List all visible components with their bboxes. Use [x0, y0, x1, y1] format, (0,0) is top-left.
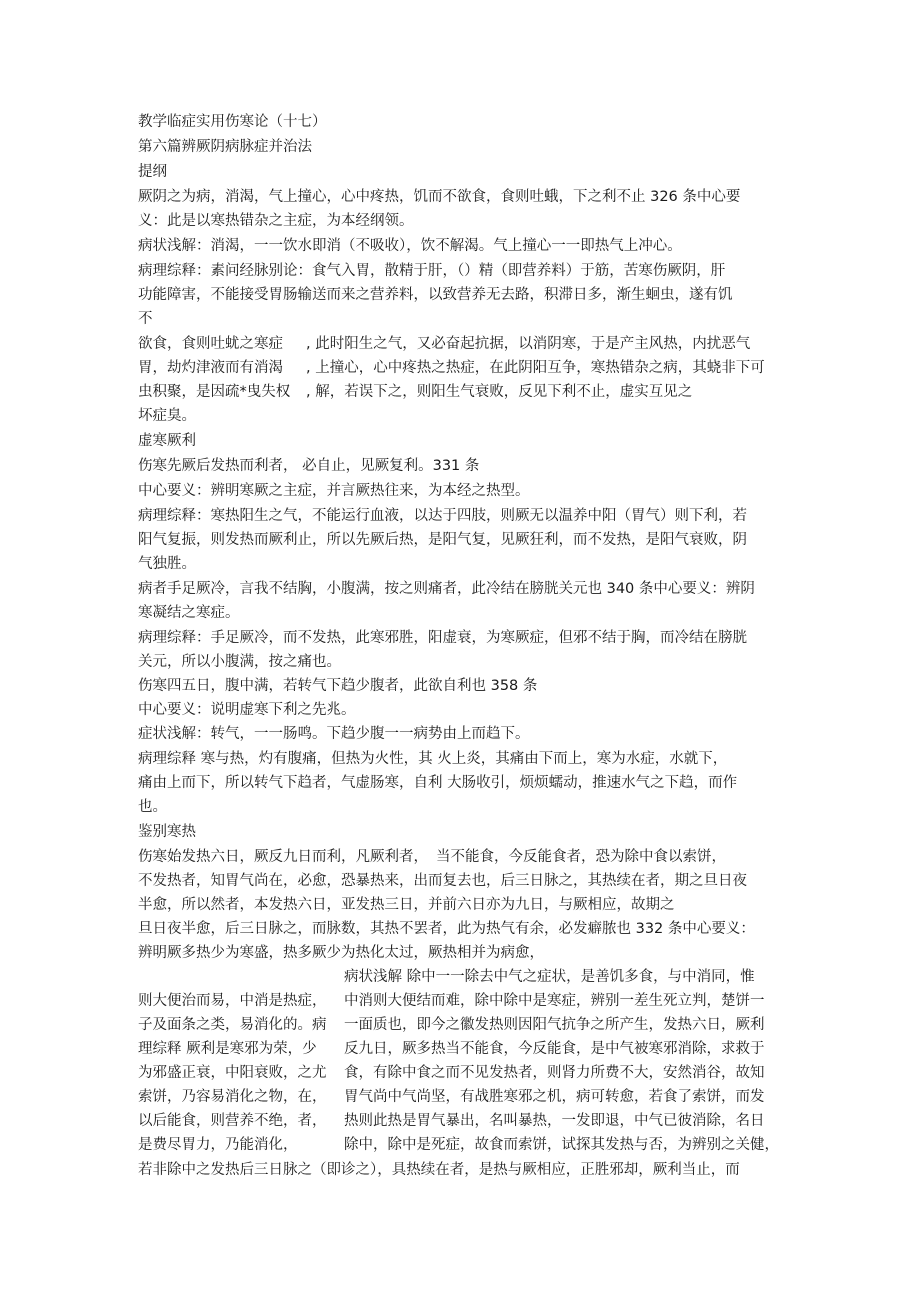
paragraph-line: 中心要义：说明虚寒下利之先兆。 — [138, 702, 356, 718]
paragraph-line: 症状浅解：转气，一一肠鸣。下趋少腹一一病势由上而趋下。 — [138, 726, 530, 742]
paragraph-line: 坏症臭。 — [138, 408, 196, 424]
paragraph-line: 伤寒四五日，腹中满，若转气下趋少腹者，此欲自利也 358 条 — [138, 678, 538, 694]
paragraph-line: 病理综释：手足厥冷，而不发热，此寒邪胜，阳虚衰，为寒厥症，但邪不结于胸，而冷结在膀胱 — [138, 630, 747, 646]
paragraph-line: 义：此是以寒热错杂之主症，为本经纲领。 — [138, 213, 414, 229]
paragraph-line: 病理综释：寒热阳生之气，不能运行血液，以达于四肢，则厥无以温养中阳（胃气）则下利，若 — [138, 508, 747, 524]
column-right-line: 除中，除中是死症，故食而索饼，试探其发热与否，为辨别之关健， — [344, 1137, 779, 1153]
paragraph-line: 伤寒始发热六日，厥反九日而利，凡厥利者， — [138, 849, 428, 865]
paragraph-line: 阳气复振，则发热而厥利止，所以先厥后热，是阳气复，见厥狂利，而不发热，是阳气衰败，阴 — [138, 532, 747, 548]
column-left-line: 索饼，乃容易消化之物，在， — [138, 1089, 327, 1105]
paragraph-line: 不 — [138, 311, 153, 327]
paragraph-line: 功能障害，不能接受胃肠输送而来之营养料，以致营养无去路，积滞日多，渐生蛔虫，遂有饥 — [138, 287, 733, 303]
paragraph-line: 病者手足厥冷，言我不结胸，小腹满，按之则痛者，此冷结在膀胱关元也 340 条中心要义：辨阴 — [138, 581, 755, 597]
paragraph-line: 中心要义：辨明寒厥之主症，并言厥热往来，为本经之热型。 — [138, 483, 530, 499]
column-left-line: 为邪盛正衰，中阳衰败，之尤 — [138, 1065, 327, 1081]
column-left-line: 是费尽胃力，乃能消化， — [138, 1137, 298, 1153]
paragraph-line: , 此时阳生之气，又必奋起抗据，以消阴寒，于是产主风热，内扰恶气 — [306, 336, 751, 352]
column-left-line: 子及面条之类，易消化的。病 — [138, 1017, 327, 1033]
paragraph-line: 胃，劫灼津液而有消渴 — [138, 360, 283, 376]
paragraph-line: , 上撞心，心中疼热之热症，在此阴阳互争，寒热错杂之病，其蛲非下可 — [306, 360, 765, 376]
paragraph-line: 若非除中之发热后三日脉之（即诊之），具热续在者，是热与厥相应，正胜邪却，厥利当止，而 — [138, 1162, 740, 1178]
paragraph-line: 病理综释 寒与热，灼有腹痛，但热为火性，其 火上炎，其痛由下而上，寒为水症，水就下， — [138, 751, 728, 767]
paragraph-line: 辨明厥多热少为寒盛，热多厥少为热化太过，厥热相并为病愈， — [138, 945, 544, 961]
column-left-line: 则大便治而易，中消是热症， — [138, 993, 327, 1009]
paragraph-line: 也。 — [138, 799, 167, 815]
paragraph-line: 病状浅解：消渴，一一饮水即消（不吸收），饮不解渴。气上撞心一一即热气上冲心。 — [138, 238, 682, 254]
paragraph-line: 厥阴之为病，消渴，气上撞心，心中疼热，饥而不欲食，食则吐蛾，下之利不止 326 条中心要 — [138, 189, 741, 205]
heading-jianbie: 鉴别寒热 — [138, 824, 196, 840]
heading-xuhan: 虚寒厥利 — [138, 433, 196, 449]
column-right-line: 食，有除中食之而不见发热者，则肾力所费不大，安然消谷，故知 — [344, 1065, 765, 1081]
paragraph-line: 欲食，食则吐蚘之寒症 — [138, 336, 283, 352]
paragraph-line: 痛由上而下，所以转气下趋者，气虚肠寒，自利 大肠收引，烦烦蠕动，推速水气之下趋，而作 — [138, 775, 738, 791]
paragraph-line: 寒凝结之寒症。 — [138, 605, 240, 621]
paragraph-line: , 解，若误下之，则阳生气衰败，反见下利不止，虚实互见之 — [306, 384, 693, 400]
chapter-title: 第六篇辨厥阴病脉症并治法 — [138, 139, 312, 155]
heading-outline: 提纲 — [138, 164, 167, 180]
paragraph-line: 伤寒先厥后发热而利者， 必自止，见厥复利。331 条 — [138, 458, 480, 474]
paragraph-line: 不发热者，知胃气尚在，必愈，恐暴热来，出而复去也，后三日脉之，其热续在者，期之旦日夜 — [138, 873, 747, 889]
column-left-line: 以后能食，则营养不绝，者， — [138, 1113, 327, 1129]
paragraph-line: 气独胜。 — [138, 556, 196, 572]
column-right-line: 一面质也，即今之徽发热则因阳气抗争之所产生，发热六日，厥利 — [344, 1017, 765, 1033]
column-right-line: 反九日，厥多热当不能食，今反能食，是中气被寒邪消除，求救于 — [344, 1041, 765, 1057]
column-right-line: 中消则大便结而难，除中除中是寒症，辨别一差生死立判，楚饼一 — [344, 993, 765, 1009]
column-right-line: 胃气尚中气尚坚，有战胜寒邪之机，病可转愈，若食了索饼，而发 — [344, 1089, 765, 1105]
column-right-line: 热则此热是胃气暴出，名叫暴热，一发即退，中气已彼消除，名日 — [344, 1113, 765, 1129]
paragraph-line: 关元，所以小腹满，按之痛也。 — [138, 654, 341, 670]
paragraph-line: 病理综释：素问经脉别论：食气入胃，散精于肝，（）精（即营养料）于筋，苦寒伤厥阴，肝 — [138, 263, 726, 279]
paragraph-line: 虫积聚，是因疏*曳失权 — [138, 384, 291, 400]
paragraph-line: 半愈，所以然者，本发热六日，亚发热三日，并前六日亦为九日，与厥相应，故期之 — [138, 897, 675, 913]
column-left-line: 理综释 厥利是寒邪为荣，少 — [138, 1041, 317, 1057]
document-title: 教学临症实用伤寒论（十七） — [138, 114, 327, 130]
column-right-line: 病状浅解 除中一一除去中气之症状，是善饥多食，与中消同，惟 — [344, 969, 755, 985]
paragraph-line: 当不能食，今反能食者，恐为除中食以索饼， — [436, 849, 726, 865]
paragraph-line: 旦日夜半愈，后三日脉之，而脉数，其热不罢者，此为热气有余，必发癖脓也 332 条中心要义： — [138, 921, 755, 937]
